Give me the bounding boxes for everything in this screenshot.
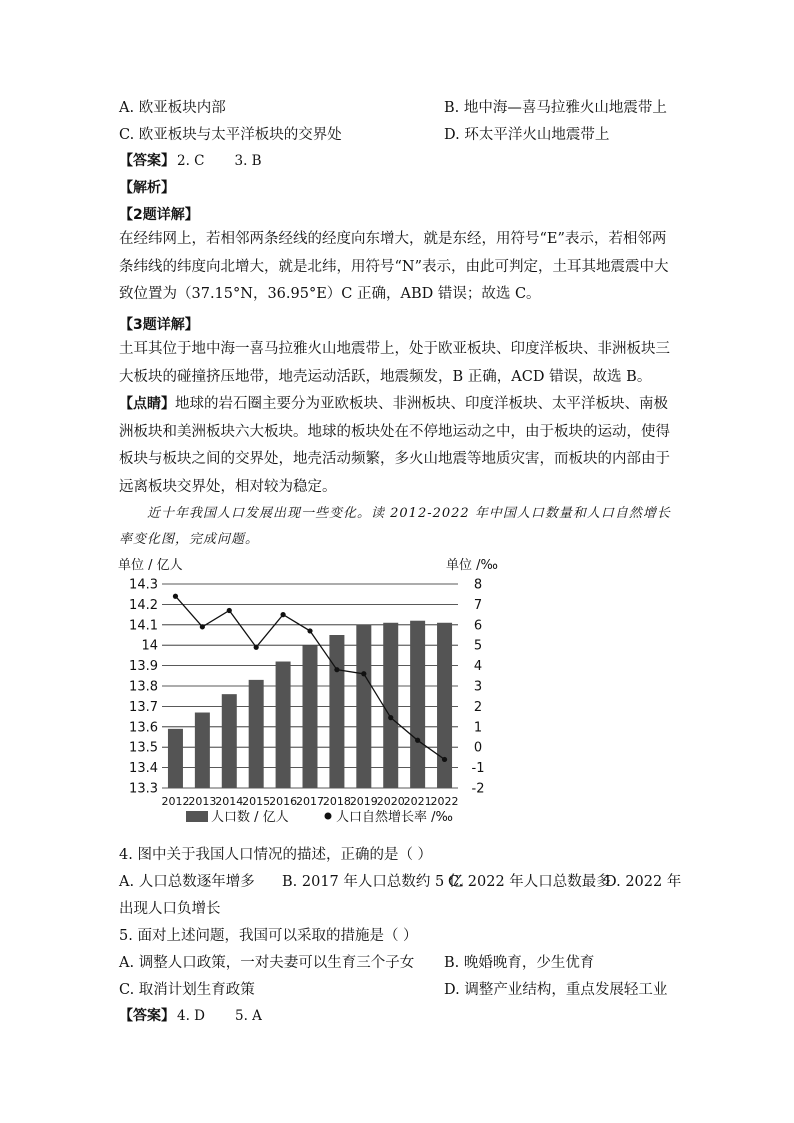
x-tick-label: 2021: [403, 795, 432, 808]
right-tick-label: 5: [473, 638, 483, 654]
right-tick-label: -2: [471, 781, 485, 797]
right-tick-label: 4: [473, 659, 483, 675]
x-tick-label: 2018: [322, 795, 351, 808]
growth-rate-point: [388, 715, 393, 720]
answer-value: 5. A: [235, 1008, 262, 1024]
x-tick-label: 2016: [269, 795, 298, 808]
growth-rate-point: [254, 645, 259, 650]
population-bar: [410, 621, 425, 788]
population-bar: [356, 625, 371, 788]
tip-label: 【点睛】: [119, 396, 175, 412]
left-tick-label: 14.2: [129, 597, 158, 613]
left-tick-label: 13.7: [129, 699, 158, 715]
legend-line-label: 人口自然增长率 /‰: [336, 810, 453, 825]
population-bar: [329, 635, 344, 788]
left-tick-label: 14: [141, 638, 158, 654]
answer-line-1: [119, 150, 262, 170]
q5-option-d: D. 调整产业结构，重点发展轻工业: [444, 982, 668, 998]
population-bar: [383, 623, 398, 788]
analysis-label: 【解析】: [119, 180, 175, 196]
x-tick-label: 2015: [242, 795, 271, 808]
right-tick-label: 0: [473, 740, 483, 756]
right-tick-label: 8: [473, 577, 483, 593]
right-tick-label: 2: [473, 699, 483, 715]
left-tick-label: 14.3: [129, 577, 158, 593]
left-tick-label: 13.9: [129, 659, 158, 675]
answer-line-2: [119, 1005, 262, 1025]
legend-bar-label: 人口数 / 亿人: [211, 810, 289, 825]
left-tick-label: 13.6: [129, 720, 158, 736]
answer-value: 2. C: [177, 153, 205, 169]
answer-label: 【答案】: [119, 153, 175, 169]
right-tick-label: 3: [473, 679, 483, 695]
growth-rate-point: [200, 624, 205, 629]
growth-rate-point: [415, 738, 420, 743]
population-bar: [303, 645, 318, 788]
tip-paragraph: [119, 391, 675, 501]
q5-option-c: C. 取消计划生育政策: [119, 982, 255, 998]
left-tick-label: 13.8: [129, 679, 158, 695]
population-bar: [437, 623, 452, 788]
population-bar: [195, 713, 210, 788]
growth-rate-point: [280, 612, 285, 617]
growth-rate-point: [173, 594, 178, 599]
x-tick-label: 2017: [296, 795, 324, 808]
q3-option-c: C. 欧亚板块与太平洋板块的交界处: [119, 127, 342, 143]
q4-option-d-continued: 出现人口负增长: [119, 901, 221, 917]
q3-detail-text: 土耳其位于地中海一喜马拉雅火山地震带上，处于欧亚板块、印度洋板块、非洲板块三大板块的碰撞挤压地带，地壳运动活跃，地震频发，B 正确，ACD 错误，故选 B。: [119, 341, 670, 385]
right-tick-label: 1: [473, 720, 483, 736]
population-bar: [249, 680, 264, 788]
population-bar: [168, 729, 183, 788]
q3-option-b: B. 地中海—喜马拉雅火山地震带上: [444, 100, 667, 116]
answer-value: 3. B: [234, 153, 262, 169]
q3-option-d: D. 环太平洋火山地震带上: [444, 127, 610, 143]
legend-bar-swatch: [186, 811, 208, 822]
q4-stem: 4. 图中关于我国人口情况的描述，正确的是（ ）: [119, 847, 433, 863]
population-bar: [276, 662, 291, 788]
x-tick-label: 2013: [188, 795, 217, 808]
answer-label: 【答案】: [119, 1008, 175, 1024]
q4-option-b: B. 2017 年人口总数约 5 亿: [282, 874, 464, 890]
left-tick-label: 14.1: [129, 618, 158, 634]
growth-rate-point: [334, 667, 339, 672]
left-axis-unit: 单位 / 亿人: [118, 558, 183, 573]
left-tick-label: 13.3: [129, 781, 158, 797]
chart-intro: 近十年我国人口发展出现一些变化。读 2012-2022 年中国人口数量和人口自然增长率变化图，完成问题。: [119, 506, 671, 547]
x-tick-label: 2022: [430, 795, 459, 808]
q5-stem: 5. 面对上述问题，我国可以采取的措施是（ ）: [119, 928, 418, 944]
population-chart: [110, 552, 500, 834]
left-tick-label: 13.4: [129, 761, 158, 777]
q5-option-a: A. 调整人口政策，一对夫妻可以生育三个子女: [119, 955, 415, 971]
tip-text: 地球的岩石圈主要分为亚欧板块、非洲板块、印度洋板块、太平洋板块、南极洲板块和美洲板块六大板块。地球的板块处在不停地运动之中，由于板块的运动，使得板块与板块之间的交界处，地壳活动频繁，多火山地震等地质灾害，而板块的内部由于远离板块交界处，相对较为稳定。: [119, 396, 670, 495]
growth-rate-point: [361, 671, 366, 676]
x-tick-label: 2014: [215, 795, 244, 808]
left-tick-label: 13.5: [129, 740, 158, 756]
q4-option-a: A. 人口总数逐年增多: [119, 874, 255, 890]
x-tick-label: 2019: [349, 795, 378, 808]
right-tick-label: -1: [471, 761, 485, 777]
q4-option-d: D. 2022 年: [605, 874, 682, 890]
legend-line-marker: [325, 813, 332, 820]
right-tick-label: 6: [473, 618, 483, 634]
x-tick-label: 2012: [161, 795, 190, 808]
q4-option-c: C. 2022 年人口总数最多: [448, 874, 611, 890]
population-bar: [222, 694, 237, 788]
right-tick-label: 7: [473, 597, 483, 613]
growth-rate-point: [307, 628, 312, 633]
growth-rate-point: [442, 757, 447, 762]
q2-detail-label: 【2题详解】: [119, 207, 199, 223]
q5-option-b: B. 晚婚晚育，少生优育: [444, 955, 595, 971]
q3-detail-label: 【3题详解】: [119, 317, 199, 333]
q2-detail-text: 在经纬网上，若相邻两条经线的经度向东增大，就是东经，用符号“E”表示，若相邻两条纬线的纬度向北增大，就是北纬，用符号“N”表示，由此可判定，土耳其地震震中大致位置为（37.15°N，36.95°E）C 正确，ABD 错误；故选 C。: [119, 231, 669, 302]
q3-option-a: A. 欧亚板块内部: [119, 100, 226, 116]
growth-rate-point: [227, 608, 232, 613]
right-axis-unit: 单位 /‰: [446, 558, 498, 573]
answer-value: 4. D: [177, 1008, 205, 1024]
x-tick-label: 2020: [376, 795, 405, 808]
